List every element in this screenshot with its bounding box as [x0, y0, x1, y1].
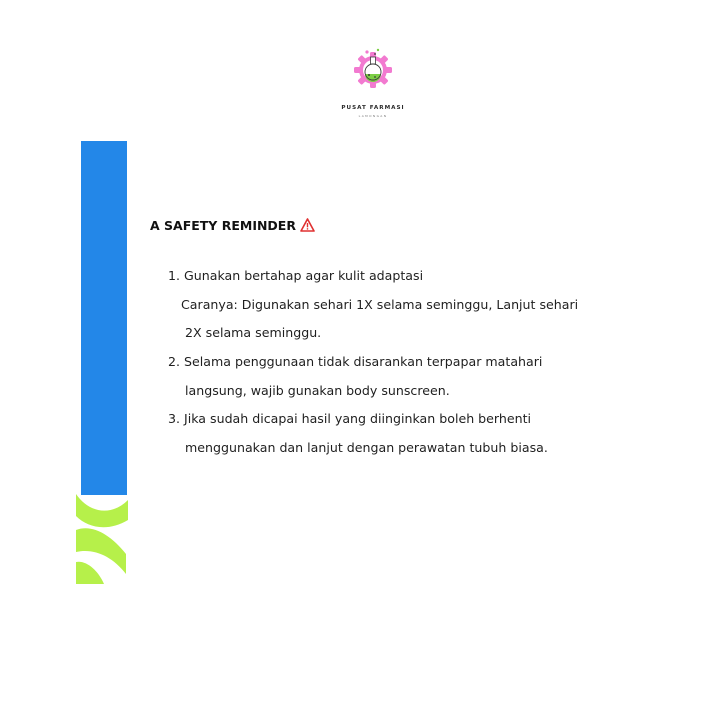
list-item-1-detail-2: 2X selama seminggu. [185, 325, 322, 341]
brand-subtitle: LAMONGAN [358, 114, 388, 118]
reminder-title-text: A SAFETY REMINDER [150, 217, 296, 233]
list-item-2-detail-1: langsung, wajib gunakan body sunscreen. [185, 382, 450, 398]
list-item-2: 2. Selama penggunaan tidak disarankan terpapar matahari [168, 354, 543, 370]
list-item-1: 1. Gunakan bertahap agar kulit adaptasi [168, 268, 424, 283]
list-item-1-detail-1: Caranya: Digunakan sehari 1X selama seminggu, Lanjut sehari [181, 296, 579, 312]
brand-logo [328, 44, 418, 134]
reminder-list [150, 262, 690, 463]
reminder-section [150, 215, 690, 463]
list-item-3-detail-1: menggunakan dan lanjut dengan perawatan tubuh biasa. [185, 440, 548, 456]
flask-gear-icon [351, 46, 395, 90]
decorative-shape [70, 490, 134, 586]
warning-icon [300, 218, 315, 232]
reminder-title [150, 215, 690, 235]
accent-bar [81, 141, 127, 495]
brand-name: PUSAT FARMASI [341, 105, 405, 111]
list-item-3: 3. Jika sudah dicapai hasil yang diinginkan boleh berhenti [168, 411, 532, 427]
